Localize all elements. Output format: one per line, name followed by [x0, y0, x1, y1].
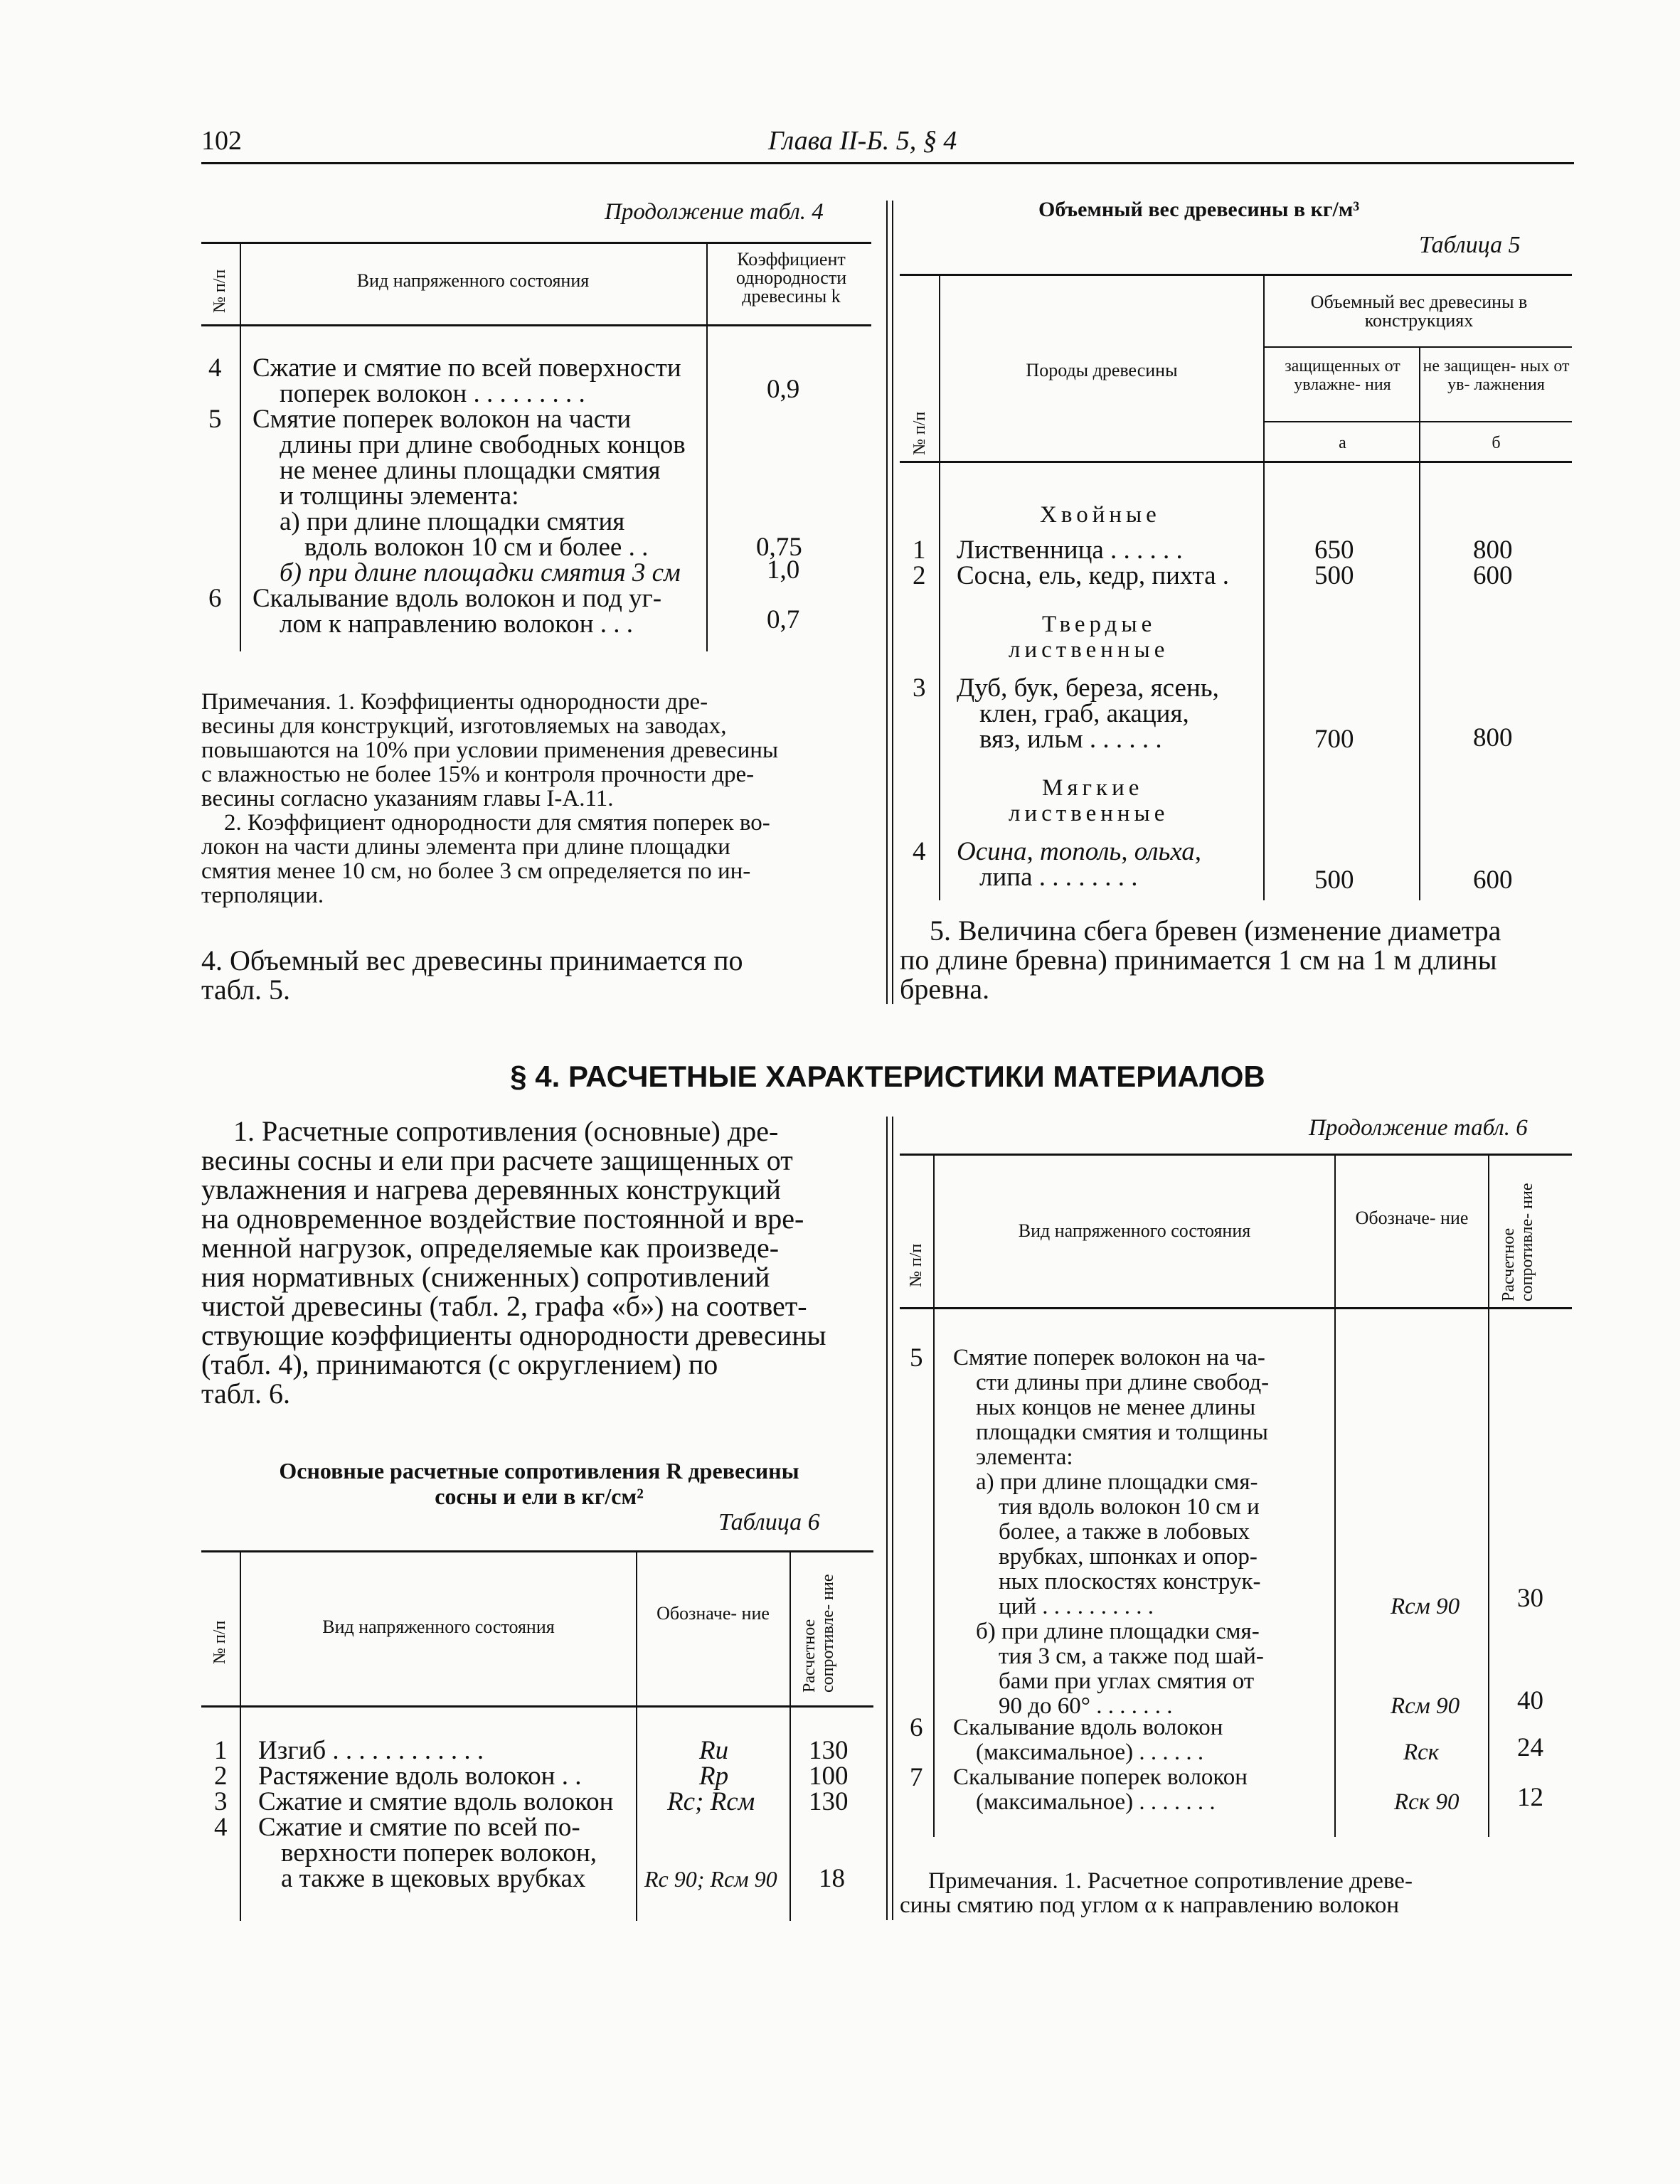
row-value-b: 600	[1473, 561, 1513, 590]
table-row	[201, 1764, 873, 1789]
table6-col-number: № п/п	[211, 1620, 229, 1664]
row-value: 130	[809, 1736, 849, 1765]
row-text: б) при длине площадки смя-	[976, 1619, 1260, 1644]
column-divider	[892, 1117, 893, 1920]
table4-col-kind: Вид напряженного состояния	[356, 270, 590, 291]
row-number: 3	[214, 1787, 228, 1816]
row-number: 3	[913, 673, 926, 703]
table4-col-number: № п/п	[211, 269, 229, 313]
note-line: весины для конструкций, изготовляемых на заводах,	[201, 713, 727, 739]
table4-continuation-label: Продолжение табл. 4	[605, 199, 824, 225]
row-text-block	[953, 1346, 1373, 1719]
row-text: а) при длине площадки смятия	[280, 507, 625, 536]
row-value-a: 650	[1314, 536, 1354, 565]
column-divider	[886, 201, 888, 1004]
row-value: 0,9	[767, 375, 800, 404]
row-symbol: Rс; Rсм	[667, 1787, 755, 1816]
row-text: бами при углах смятия от	[999, 1668, 1255, 1694]
row-value: 12	[1517, 1783, 1543, 1812]
row-symbol: Rсм 90	[1391, 1594, 1460, 1619]
paragraph-line: 4. Объемный вес древесины принимается по	[201, 944, 743, 976]
paragraph-line: табл. 6.	[201, 1378, 291, 1410]
paragraph-line: менной нагрузок, определяемые как произведе-	[201, 1232, 780, 1264]
section-title: § 4. РАСЧЕТНЫЕ ХАРАКТЕРИСТИКИ МАТЕРИАЛОВ	[510, 1060, 1265, 1093]
row-text: Растяжение вдоль волокон . .	[258, 1762, 582, 1791]
table6-title-line: Основные расчетные сопротивления R древесины	[279, 1458, 799, 1483]
table6c-notes	[900, 1869, 1572, 1917]
table5-top-rule	[900, 274, 1572, 276]
row-text: а также в щековых врубках	[281, 1864, 586, 1893]
row-number: 5	[208, 405, 222, 434]
table5-col-a-letter: а	[1339, 434, 1346, 452]
note-line: с влажностью не более 15% и контроля прочности дре-	[201, 762, 755, 787]
row-number: 5	[910, 1343, 923, 1373]
page-number: 102	[201, 126, 242, 156]
table6-col-kind: Вид напряженного состояния	[322, 1616, 555, 1637]
header-rule	[201, 162, 1574, 164]
row-text: Скалывание вдоль волокон	[953, 1715, 1223, 1740]
table6-col-sym: Обозначе- ние	[656, 1603, 770, 1624]
table5-col-b-letter: б	[1492, 434, 1501, 452]
row-number: 1	[913, 536, 926, 565]
row-value-b: 600	[1473, 865, 1513, 895]
row-text: липа . . . . . . . .	[979, 863, 1138, 892]
column-divider	[886, 1117, 888, 1920]
paragraph-4	[201, 946, 877, 1004]
row-text: Сосна, ель, кедр, пихта .	[957, 561, 1230, 590]
row-value-a: 500	[1314, 865, 1354, 895]
table-row	[201, 1789, 873, 1815]
note-line: терполяции.	[201, 883, 324, 908]
paragraph-line: ния нормативных (сниженных) сопротивлений	[201, 1261, 770, 1293]
row-number: 2	[913, 561, 926, 590]
row-value: 40	[1517, 1686, 1543, 1715]
row-value: 130	[809, 1787, 849, 1816]
row-number: 4	[208, 353, 222, 383]
paragraph-line: 1. Расчетные сопротивления (основные) дре-	[233, 1115, 779, 1147]
row-symbol: Rск	[1403, 1740, 1440, 1765]
row-text: Сжатие и смятие по всей по-	[258, 1813, 580, 1842]
table6c-col-kind: Вид напряженного состояния	[1018, 1220, 1251, 1241]
table6-title	[201, 1458, 877, 1509]
note-line: смятия менее 10 см, но более 3 см определяется по ин-	[201, 858, 751, 884]
table-row	[201, 1815, 873, 1892]
table6-col-res: Расчетное сопротивле- ние	[800, 1574, 837, 1693]
table4-rows	[201, 353, 877, 639]
table6-title-line: сосны и ели в кг/см²	[435, 1483, 644, 1509]
row-value: 0,75	[756, 533, 802, 562]
row-symbol: Rск 90	[1394, 1789, 1460, 1815]
row-text: тия 3 см, а также под шай-	[999, 1644, 1264, 1669]
row-symbol: Rсм 90	[1391, 1693, 1460, 1719]
row-symbol: Rс 90; Rсм 90	[644, 1866, 777, 1892]
row-text: ных концов не менее длины	[976, 1395, 1256, 1420]
table-row	[201, 1738, 873, 1764]
table6-header-rule	[201, 1705, 873, 1708]
table6-rows	[201, 1738, 873, 1892]
table5-label: Таблица 5	[1419, 232, 1521, 258]
row-text: ных плоскостях конструк-	[999, 1569, 1261, 1594]
row-text: Скалывание поперек волокон	[953, 1764, 1248, 1790]
row-text: длины при длине свободных концов	[280, 430, 686, 459]
table6-top-rule	[201, 1550, 873, 1552]
row-text: верхности поперек волокон,	[281, 1838, 597, 1868]
paragraph-1	[201, 1117, 877, 1408]
table5-col-number: № п/п	[910, 411, 929, 455]
row-text: Лиственница . . . . . .	[957, 536, 1183, 565]
table5-vline	[1419, 347, 1420, 900]
row-value-b: 800	[1473, 723, 1513, 752]
row-text: Смятие поперек волокон на ча-	[953, 1345, 1265, 1370]
row-text: клен, граб, акация,	[979, 699, 1189, 728]
table5-group-hardwood: Твердые	[1042, 612, 1157, 637]
table-row	[201, 586, 877, 637]
row-number: 1	[214, 1736, 228, 1765]
row-text: (максимальное) . . . . . . .	[976, 1789, 1216, 1815]
table5-col-group: Объемный вес древесины в конструкциях	[1310, 292, 1528, 331]
row-number: 4	[214, 1813, 228, 1842]
row-text: более, а также в лобовых	[999, 1519, 1250, 1545]
table6c-col-res: Расчетное сопротивле- ние	[1499, 1183, 1536, 1301]
table4-col-coef: Коэффициент однородности древесины k	[735, 249, 847, 307]
table5-col-a: защищенных от увлажне- ния	[1285, 357, 1400, 394]
paragraph-line: (табл. 4), принимаются (с округлением) по	[201, 1348, 718, 1380]
row-text: Изгиб . . . . . . . . . . . .	[258, 1736, 484, 1765]
table6c-col-sym: Обозначе- ние	[1355, 1208, 1469, 1228]
row-text: сти длины при длине свобод-	[976, 1370, 1270, 1395]
table4-header-rule	[201, 324, 871, 326]
paragraph-line: весины сосны и ели при расчете защищенных от	[201, 1144, 793, 1176]
table6c-vline	[933, 1154, 935, 1837]
row-text: ций . . . . . . . . . .	[999, 1594, 1154, 1619]
table5-letter-rule	[1265, 421, 1572, 422]
row-text: Скалывание вдоль волокон и под уг-	[252, 584, 662, 613]
paragraph-line: бревна.	[900, 973, 990, 1005]
table5-group-softwood-2: лиственные	[1009, 801, 1169, 826]
row-text: элемента:	[976, 1444, 1073, 1470]
table5-col-species: Породы древесины	[1026, 360, 1178, 380]
note-line: повышаются на 10% при условии применения древесины	[201, 737, 779, 763]
table6c-header-rule	[900, 1307, 1572, 1309]
row-number: 4	[913, 837, 926, 866]
paragraph-5	[900, 916, 1572, 1003]
note-line: 2. Коэффициент однородности для смятия поперек во-	[224, 810, 770, 836]
row-text: Сжатие и смятие по всей поверхности	[252, 353, 681, 383]
row-text: Смятие поперек волокон на части	[252, 405, 632, 434]
row-text: лом к направлению волокон . . .	[280, 609, 634, 639]
row-symbol: Rи	[699, 1736, 729, 1765]
row-value: 1,0	[767, 555, 800, 585]
row-text: Дуб, бук, береза, ясень,	[957, 673, 1219, 703]
row-text: Осина, тополь, ольха,	[957, 837, 1202, 866]
row-text: б) при длине площадки смятия 3 см	[280, 558, 681, 587]
row-number: 2	[214, 1762, 228, 1791]
paragraph-line: ствующие коэффициенты однородности древесины	[201, 1319, 826, 1351]
row-text: тия вдоль волокон 10 см и	[999, 1494, 1260, 1520]
row-number: 6	[208, 584, 222, 613]
paragraph-line: 5. Величина сбега бревен (изменение диаметра	[930, 915, 1501, 947]
table5-header-rule	[900, 461, 1572, 463]
table6c-top-rule	[900, 1154, 1572, 1156]
row-text: поперек волокон . . . . . . . . .	[280, 379, 585, 408]
row-text: Сжатие и смятие вдоль волокон	[258, 1787, 614, 1816]
note-line: Примечания. 1. Расчетное сопротивление древе-	[928, 1868, 1413, 1894]
table5-group-conifers: Хвойные	[1040, 502, 1161, 528]
row-value: 24	[1517, 1733, 1543, 1762]
row-value-a: 700	[1314, 725, 1354, 754]
row-text: и толщины элемента:	[280, 481, 519, 511]
row-number: 6	[910, 1713, 923, 1742]
table-row	[201, 407, 877, 586]
row-number: 7	[910, 1763, 923, 1792]
row-symbol: Rр	[699, 1762, 729, 1791]
table5-vline	[1263, 275, 1265, 900]
table5-col-b: не защищен- ных от ув- лажнения	[1423, 357, 1570, 394]
row-text: (максимальное) . . . . . .	[976, 1740, 1204, 1765]
paragraph-line: по длине бревна) принимается 1 см на 1 м длины	[900, 944, 1497, 976]
row-value: 18	[819, 1864, 845, 1893]
table6c-col-number: № п/п	[907, 1243, 925, 1287]
row-value-b: 800	[1473, 536, 1513, 565]
table5-group-hardwood-2: лиственные	[1009, 637, 1169, 663]
table-row	[201, 353, 877, 408]
paragraph-line: на одновременное воздействие постоянной и вре-	[201, 1203, 804, 1235]
row-text: не менее длины площадки смятия	[280, 456, 661, 485]
row-text: врубках, шпонках и опор-	[999, 1544, 1258, 1570]
running-title: Глава II-Б. 5, § 4	[768, 126, 957, 156]
row-text: вяз, ильм . . . . . .	[979, 725, 1162, 754]
note-line: весины согласно указаниям главы I-А.11.	[201, 786, 614, 811]
row-text: а) при длине площадки смя-	[976, 1469, 1258, 1495]
table4-notes	[201, 690, 877, 907]
table5-group-softwood: Мягкие	[1042, 775, 1144, 801]
row-text: 90 до 60° . . . . . . .	[999, 1693, 1173, 1719]
table4-top-rule	[201, 242, 871, 244]
table6-continuation-label: Продолжение табл. 6	[1309, 1115, 1528, 1141]
column-divider	[892, 201, 893, 1004]
note-line: сины смятию под углом α к направлению волокон	[900, 1892, 1400, 1918]
table6c-vline	[1488, 1154, 1489, 1837]
table5-subhead-rule	[1265, 346, 1572, 348]
row-text: площадки смятия и толщины	[976, 1419, 1268, 1445]
note-line: Примечания. 1. Коэффициенты однородности дре-	[201, 689, 708, 715]
row-text: вдоль волокон 10 см и более . .	[304, 533, 649, 562]
paragraph-line: чистой древесины (табл. 2, графа «б») на соответ-	[201, 1290, 807, 1322]
table6-label: Таблица 6	[718, 1509, 820, 1535]
paragraph-line: табл. 5.	[201, 974, 291, 1006]
note-line: локон на части длины элемента при длине площадки	[201, 834, 730, 860]
row-value: 0,7	[767, 605, 800, 634]
row-value: 100	[809, 1762, 849, 1791]
table5-title: Объемный вес древесины в кг/м³	[1038, 198, 1360, 221]
paragraph-line: увлажнения и нагрева деревянных конструкций	[201, 1173, 781, 1205]
row-value-a: 500	[1314, 561, 1354, 590]
row-value: 30	[1517, 1584, 1543, 1613]
